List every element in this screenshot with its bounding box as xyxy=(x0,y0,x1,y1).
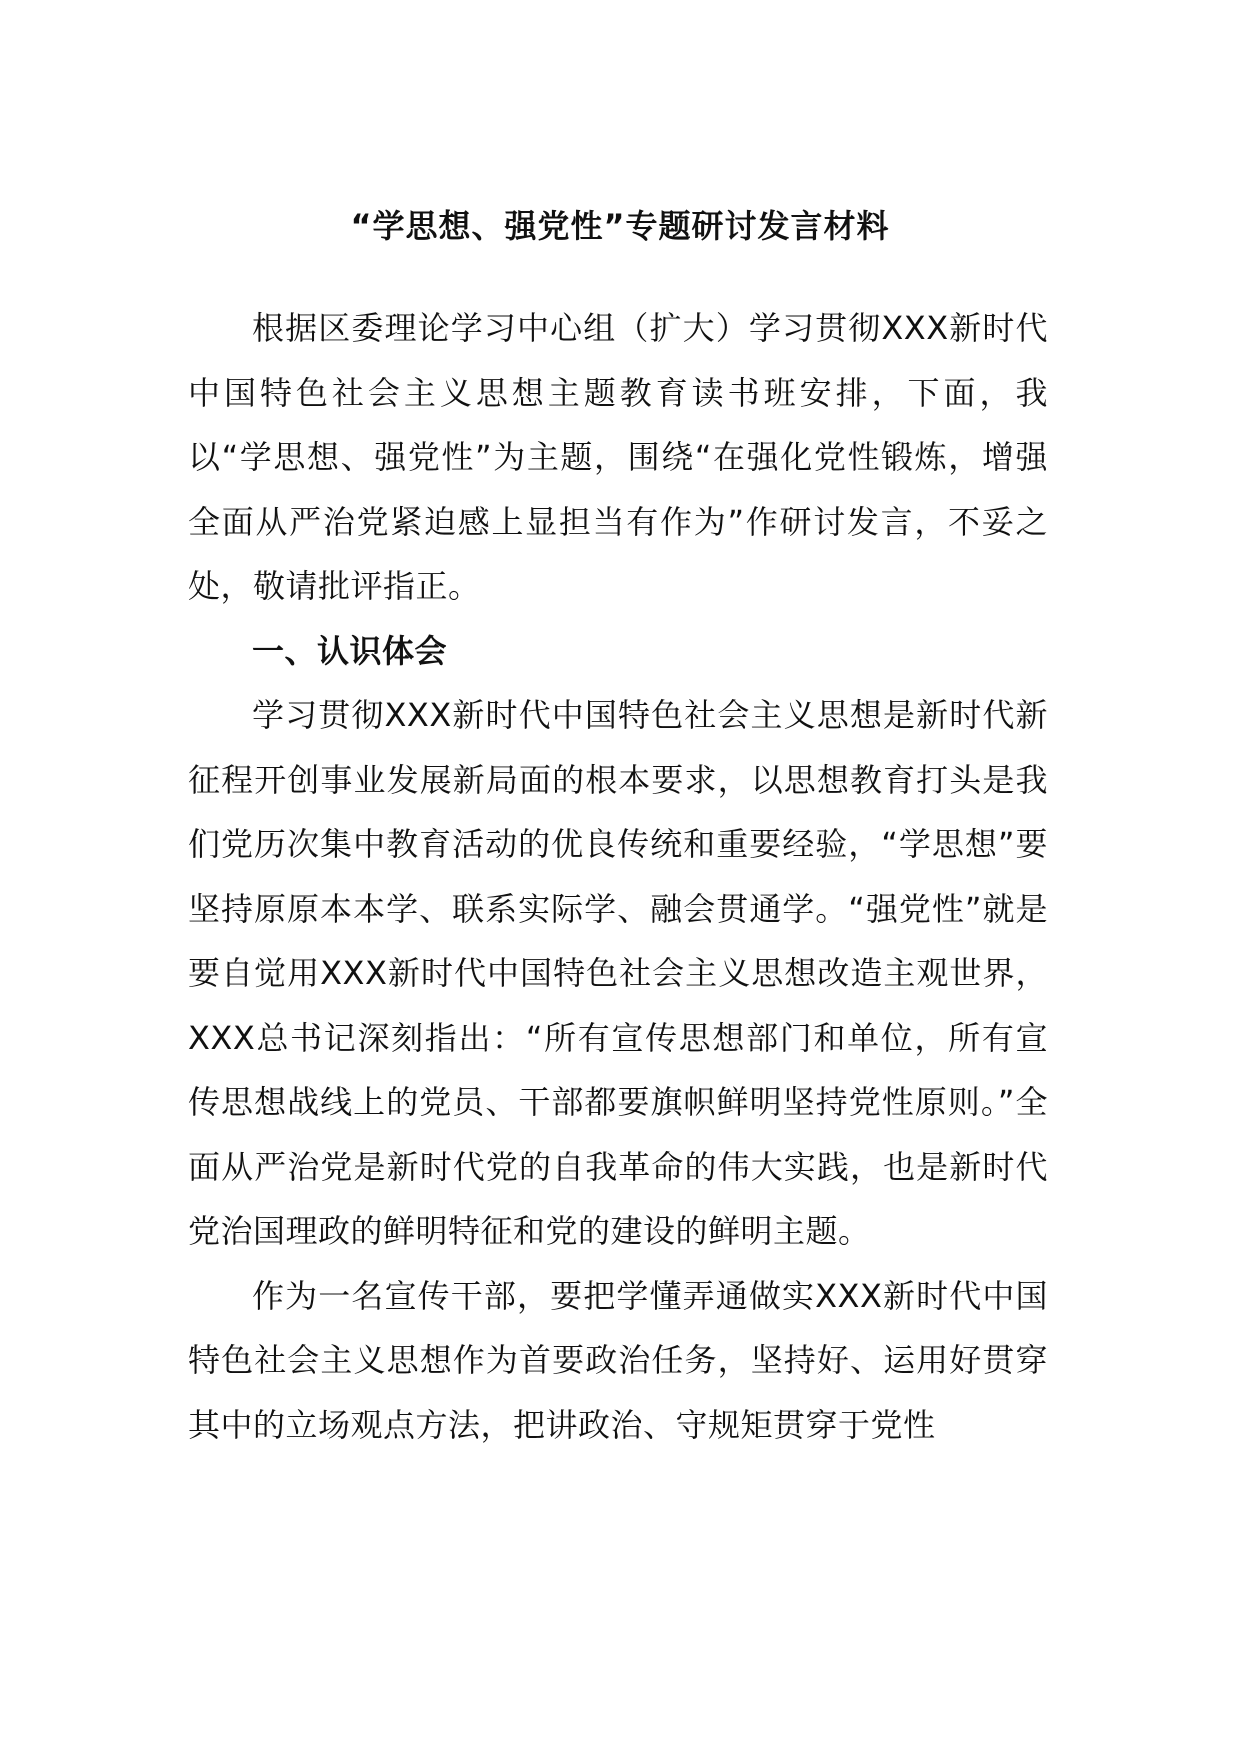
body-paragraph: 学习贯彻XXX新时代中国特色社会主义思想是新时代新征程开创事业发展新局面的根本要求，以思想教育打头是我们党历次集中教育活动的优良传统和重要经验，“学思想”要坚持原原本本学、联系实际学、融会贯通学。“强党性”就是要自觉用XXX新时代中国特色社会主义思想改造主观世界，XXX总书记深刻指出：“所有宣传思想部门和单位，所有宣传思想战线上的党员、干部都要旗帜鲜明坚持党性原则。”全面从严治党是新时代党的自我革命的伟大实践，也是新时代党治国理政的鲜明特征和党的建设的鲜明主题。 xyxy=(188,696,1048,1250)
intro-paragraph: 根据区委理论学习中心组（扩大）学习贯彻XXX新时代中国特色社会主义思想主题教育读书班安排，下面，我以“学思想、强党性”为主题，围绕“在强化党性锻炼，增强全面从严治党紧迫感上显担当有作为”作研讨发言，不妥之处，敬请批评指正。 xyxy=(188,309,1048,605)
document-body xyxy=(188,296,1048,1457)
section-heading: 一、认识体会 xyxy=(252,631,448,670)
document-title: “学思想、强党性”专题研讨发言材料 xyxy=(350,207,890,245)
body-paragraph: 作为一名宣传干部，要把学懂弄通做实XXX新时代中国特色社会主义思想作为首要政治任务，坚持好、运用好贯穿其中的立场观点方法，把讲政治、守规矩贯穿于党性 xyxy=(188,1276,1048,1444)
